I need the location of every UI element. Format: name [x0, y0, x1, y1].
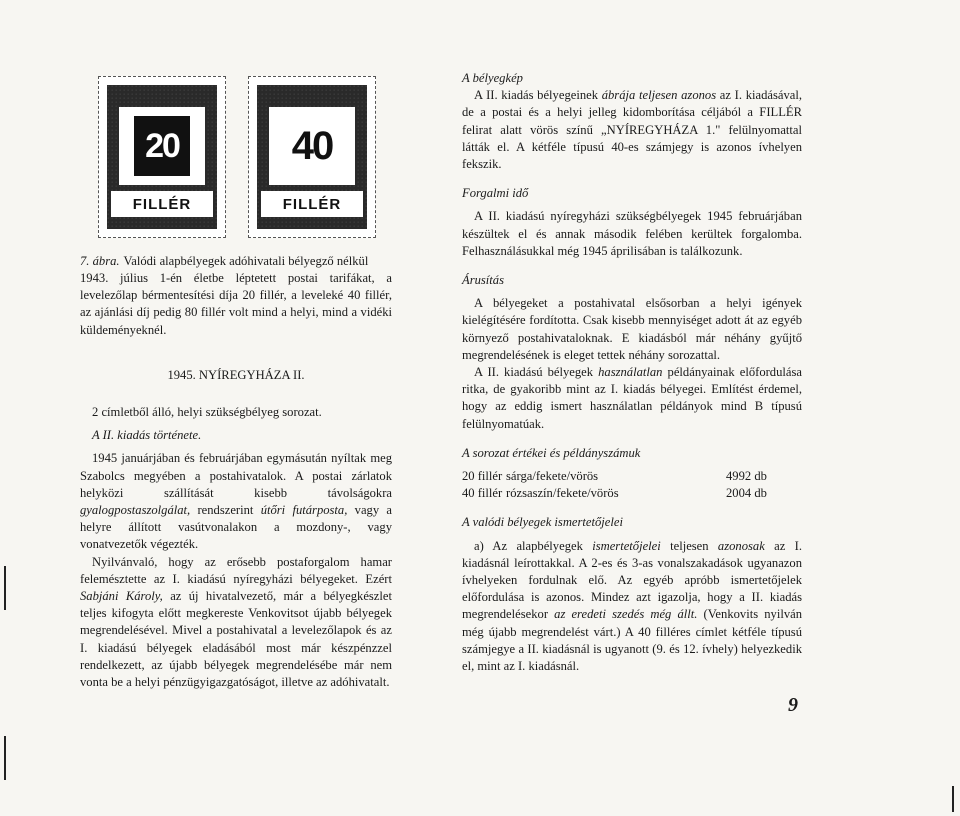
section-title-circulation: Forgalmi idő — [462, 186, 529, 201]
paragraph-post-offices — [80, 450, 392, 553]
stamp-number: 40 — [281, 116, 343, 176]
color-cell: rózsaszín/fekete/vörös — [506, 486, 619, 501]
text: a) Az alapbélyegek — [474, 538, 593, 553]
stamp-value-label: FILLÉR — [261, 191, 363, 217]
italic-text: gyalogpostaszolgálat, — [80, 503, 191, 518]
caption-number: 7. ábra. — [80, 254, 120, 268]
left-column — [80, 270, 392, 691]
italic-text: ismertetőjelei — [592, 538, 661, 553]
text: az I. kiadásnál leírottakkal. A 2-es és 3-as vonalszakadások ugyanazon ívhelyeken fordulnak elő. Az egyéb apróbb ismertetőjelek előfordulása is azonos. Mindez azt igazolja, hogy a II. kiadás megrendelésekor — [462, 538, 802, 622]
page-number: 9 — [788, 694, 798, 716]
italic-text: ábrája teljesen azonos — [601, 88, 717, 103]
text: vagy a helyre állított vasútvonalakon a mozdony-, vagy vonatvezetők végezték. — [80, 503, 392, 552]
stamp-value-label: FILLÉR — [111, 191, 213, 217]
section-subheading: 2 címletből álló, helyi szükségbélyeg sorozat. — [92, 405, 322, 420]
text: az új hivatalvezető, már a bélyegkészlet teljes kifogyta előtt megkereste Venkovitsot újabb bélyegek megrendelésével. Mivel a postahivatal a levelezőlapok és az I. kiadású bélyegek eladásából most már készpénzzel rendelkezett, az újabb bélyegek megrendelésébe már nem vonta be a helyi pénzügyigazgatóságot, illetve az adóhivatalt. — [80, 589, 392, 690]
stamp-40-filler — [248, 76, 376, 238]
section-title-sales: Árusítás — [462, 273, 504, 288]
paragraph-stamp-image — [462, 87, 802, 173]
paragraph-features — [462, 538, 802, 676]
denomination-cell: 20 fillér — [462, 469, 503, 484]
values-table — [462, 468, 782, 502]
paragraph-sales-2 — [462, 364, 802, 433]
section-title-features: A valódi bélyegek ismertetőjelei — [462, 515, 623, 530]
quantity-cell: 2004 db — [726, 486, 767, 501]
text: 1943. július 1-én életbe léptetett postai tarifákat, a levelezőlap bérmentesítési díja 20 fillér, a leveleké 40 fillér, az ajánlási díj pedig 80 fillér volt mind a helyi, mind a vidéki küldeményeknél. — [80, 271, 392, 337]
stamp-number: 20 — [134, 116, 190, 176]
text: 1945 januárjában és februárjában egymásután nyíltak meg Szabolcs megyében a postahivatalok. A postai zárlatok helyközi szállítását kisebb távolságokra — [80, 451, 392, 500]
stamp-20-filler — [98, 76, 226, 238]
text: teljesen — [660, 538, 718, 553]
text: Nyilvánvaló, hogy az erősebb postaforgalom hamar felemésztette az I. kiadású nyíregyházi bélyegeket. Ezért — [80, 554, 392, 586]
section-heading: 1945. NYÍREGYHÁZA II. — [167, 367, 305, 382]
table-row — [462, 485, 782, 502]
stamps-figure — [98, 76, 378, 244]
section-title-values: A sorozat értékei és példányszámuk — [462, 445, 641, 460]
text: A II. kiadású bélyegek — [474, 365, 599, 380]
caption-text: Valódi alapbélyegek adóhivatali bélyegző nélkül — [123, 254, 369, 268]
paragraph-sabjani — [80, 554, 392, 692]
paragraph-circulation: A II. kiadású nyíregyházi szükségbélyegek 1945 februárjában készültek el és annak második felében kerültek forgalomba. Felhasználásukkal még 1945 áprilisában is találkozunk. — [462, 209, 802, 258]
italic-text: azonosak — [717, 538, 765, 553]
text: az I. kiadásával, de a postai és a helyi jelleg kidomborítása céljából a FILLÉR felirat alatt vörös színű „NYÍREGYHÁZA 1." felülnyomattal látták el. A kétféle típusú 40-es számjegy is azonos ívhelyen fekszik. — [462, 88, 803, 172]
figure-caption — [80, 254, 400, 269]
text: A II. kiadás bélyegeinek — [474, 88, 602, 103]
text: példányainak előfordulása ritka, de gyakoribb mint az I. kiadás bélyegei. Említést érdemel, hogy az eddig ismert használatlan példányok mind B típusú felülnyomatúak. — [462, 365, 802, 431]
color-cell: sárga/fekete/vörös — [506, 469, 599, 484]
right-column — [462, 70, 802, 675]
table-row — [462, 468, 782, 485]
scan-mark — [4, 736, 6, 780]
italic-text: útőri futárposta, — [260, 503, 348, 518]
quantity-cell: 4992 db — [726, 469, 767, 484]
italic-text: Sabjáni Károly, — [80, 589, 163, 604]
text: (Venkovits nyilván még újabb megrendelést várt.) A 40 filléres címlet kétféle típusú számjegye a II. kiadásnál is ugyanott (9. és 12. ívhely) helyezkedik el, mint az I. kiadásnál. — [462, 607, 802, 674]
stamp-panel — [119, 107, 205, 185]
paragraph-tariffs — [80, 270, 392, 339]
italic-text: az eredeti szedés még állt. — [554, 607, 698, 622]
scan-mark — [952, 786, 954, 812]
section-title-stamp-image: A bélyegkép — [462, 71, 523, 85]
denomination-cell: 40 fillér — [462, 486, 503, 501]
scan-mark — [4, 566, 6, 610]
stamp-panel — [269, 107, 355, 185]
text: rendszerint — [190, 503, 261, 518]
history-title: A II. kiadás története. — [92, 428, 202, 443]
italic-text: használatlan — [598, 365, 663, 380]
paragraph-sales-1: A bélyegeket a postahivatal elsősorban a helyi igények kielégítésére fordította. Csak kisebb mennyiséget adott át az egyéb környező postahivataloknak. E kiadásból már néhány gyűjtő megrendelésének is eleget tettek néhány sorozattal. — [462, 296, 802, 362]
